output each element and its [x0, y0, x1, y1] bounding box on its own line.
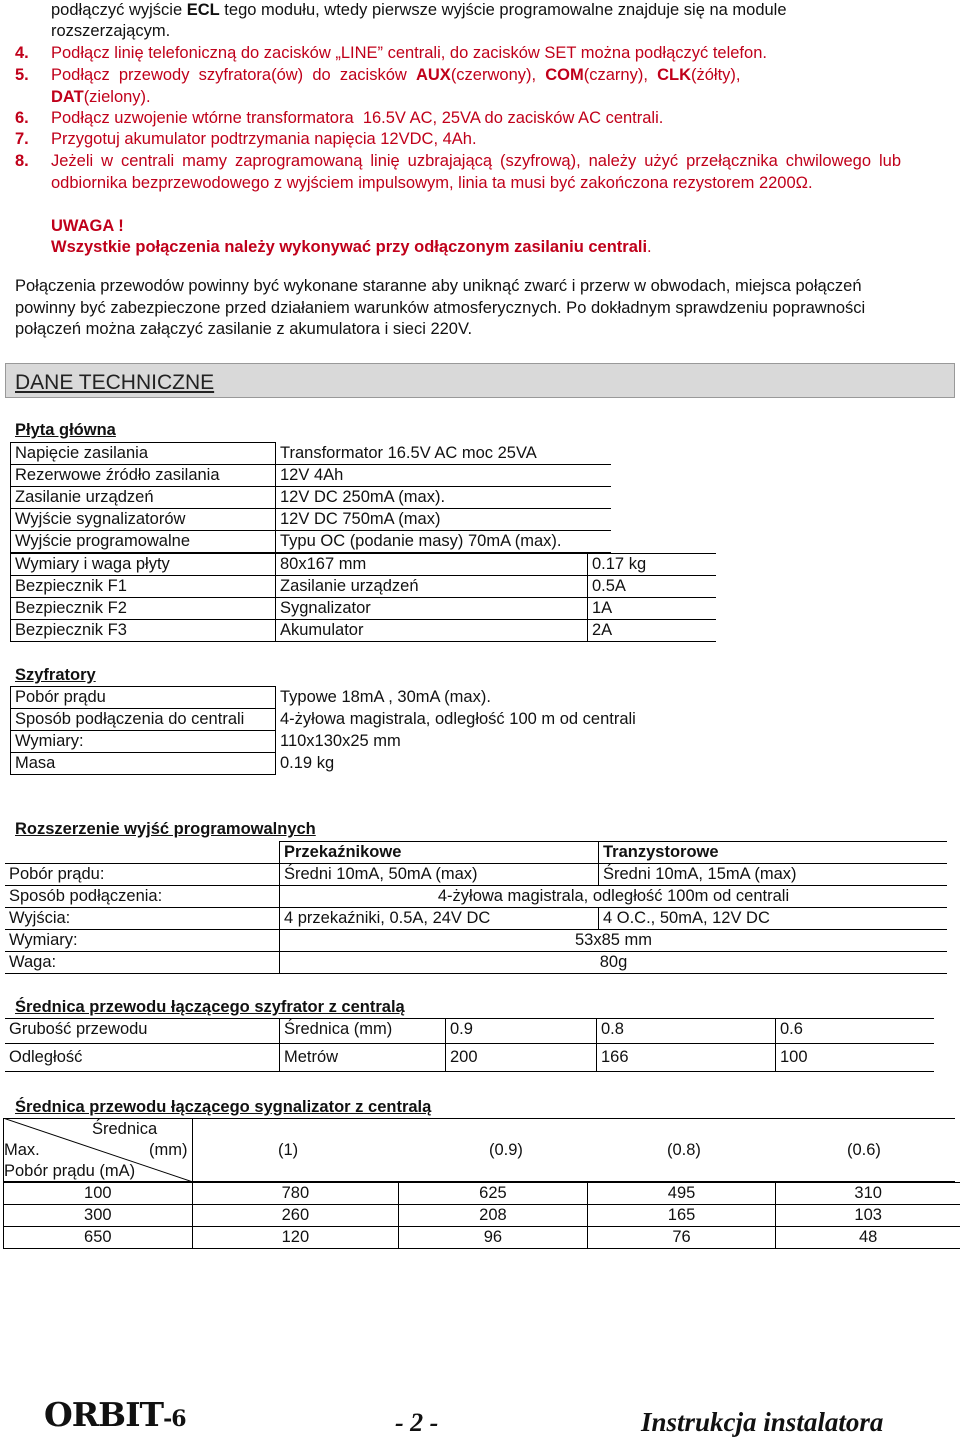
orbit-logo: ORBIT-6 [44, 1395, 186, 1434]
table-row: Wyjścia: 4 przekaźniki, 0.5A, 24V DC 4 O.C., 50mA, 12V DC [5, 908, 947, 930]
banner-title: DANE TECHNICZNE [15, 371, 215, 394]
szyfratory-title: Szyfratory [15, 666, 96, 684]
srednica-szyfrator-table [5, 1018, 934, 1072]
section-banner [5, 363, 955, 398]
table-row: Napięcie zasilania Transformator 16.5V AC moc 25VA [11, 443, 612, 465]
table-row: Rezerwowe źródło zasilania 12V 4Ah [11, 465, 612, 487]
table-row: Przekaźnikowe Tranzystorowe [5, 842, 947, 864]
warning-text: Wszystkie połączenia należy wykonywać przy odłączonym zasilaniu centrali. [51, 238, 652, 256]
connections-paragraph: Połączenia przewodów powinny być wykonane staranne aby uniknąć zwarć i przerw w obwodach, miejsca połączeń powinny być zabezpieczone przed działaniem warunków atmosferycznych. Po dokładnym sprawdzeniu poprawności połączeń można załączyć zasilanie z akumulatora i sieci 220V. [15, 277, 866, 338]
table-row: Pobór prądu Typowe 18mA , 30mA (max). [11, 687, 715, 709]
table-row: Sposób podłączenia: 4-żyłowa magistrala, odległość 100m od centrali [5, 886, 947, 908]
table-row: Wymiary: 53x85 mm [5, 930, 947, 952]
diagonal-header-cell: Średnica Max. (mm) Pobór prądu (mA) [3, 1118, 193, 1182]
table-row: Bezpiecznik F1 Zasilanie urządzeń 0.5A [11, 576, 717, 598]
step-7-text: Przygotuj akumulator podtrzymania napięcia 12VDC, 4Ah. [51, 130, 477, 148]
intro-line-2: rozszerzającym. [51, 22, 171, 40]
table-row: Waga: 80g [5, 952, 947, 974]
table-row: Zasilanie urządzeń 12V DC 250mA (max). [11, 487, 612, 509]
rozszerzenie-title: Rozszerzenie wyjść programowalnych [15, 820, 316, 838]
step-6-number: 6. [15, 109, 29, 127]
srednica-sygnalizator-table [3, 1182, 960, 1249]
page-number: - 2 - [395, 1408, 439, 1437]
table-row: Wymiary: 110x130x25 mm [11, 731, 715, 753]
step-5-number: 5. [15, 66, 29, 84]
intro-line-1: podłączyć wyjście ECL tego modułu, wtedy pierwsze wyjście programowalne znajduje się na module [51, 1, 787, 19]
step-8-number: 8. [15, 152, 29, 170]
rozszerzenie-table [5, 841, 947, 974]
table-row: Pobór prądu: Średni 10mA, 50mA (max) Średni 10mA, 15mA (max) [5, 864, 947, 886]
table-row: Masa 0.19 kg [11, 753, 715, 775]
step-4-text: Podłącz linię telefoniczną do zacisków „LINE” centrali, do zacisków SET można podłączyć telefon. [51, 44, 767, 62]
table-row: Wymiary i waga płyty 80x167 mm 0.17 kg [11, 554, 717, 576]
step-8-text: Jeżeli w centrali mamy zaprogramowaną linię uzbrajającą (szyfrową), należy użyć przełącznika chwilowego lub odbiornika bezprzewodowego z wyjściem impulsowym, linia ta musi być zakończona rezystorem 2200Ω. [51, 152, 901, 192]
table-row: Bezpiecznik F2 Sygnalizator 1A [11, 598, 717, 620]
table-row: 300 260 208 165 103 [4, 1205, 960, 1227]
table-row: Grubość przewodu Średnica (mm) 0.9 0.8 0.6 [5, 1019, 934, 1044]
srednica-szyfrator-title: Średnica przewodu łączącego szyfrator z centralą [15, 998, 405, 1016]
table-row: Wyjście programowalne Typu OC (podanie masy) 70mA (max). [11, 531, 612, 553]
step-7-number: 7. [15, 130, 29, 148]
plyta-title: Płyta główna [15, 421, 116, 439]
table-row: Wyjście sygnalizatorów 12V DC 750mA (max) [11, 509, 612, 531]
step-4-number: 4. [15, 44, 29, 62]
step-5-text-cont: DAT(zielony). [51, 88, 151, 106]
warning-title: UWAGA ! [51, 217, 124, 235]
ecl-label: ECL [186, 1, 220, 19]
table-row: Odległość Metrów 200 166 100 [5, 1044, 934, 1072]
table-row: Sposób podłączenia do centrali 4-żyłowa magistrala, odległość 100 m od centrali [11, 709, 715, 731]
plyta-table [10, 442, 611, 553]
step-5-text: Podłącz przewody szyfratora(ów) do zacisków AUX(czerwony), COM(czarny), CLK(żółty), [51, 66, 741, 84]
sygnalizator-col-headers: (1) (0.9) (0.8) (0.6) [193, 1118, 955, 1182]
table-row: 100 780 625 495 310 [4, 1183, 960, 1205]
table-row: 650 120 96 76 48 [4, 1227, 960, 1249]
step-6-text: Podłącz uzwojenie wtórne transformatora 16.5V AC, 25VA do zacisków AC centrali. [51, 109, 664, 127]
plyta-table-3col [10, 553, 716, 642]
table-row: Bezpiecznik F3 Akumulator 2A [11, 620, 717, 642]
footer-title: Instrukcja instalatora [641, 1407, 884, 1437]
srednica-sygnalizator-title: Średnica przewodu łączącego sygnalizator z centralą [15, 1098, 432, 1116]
szyfratory-table [10, 686, 714, 775]
